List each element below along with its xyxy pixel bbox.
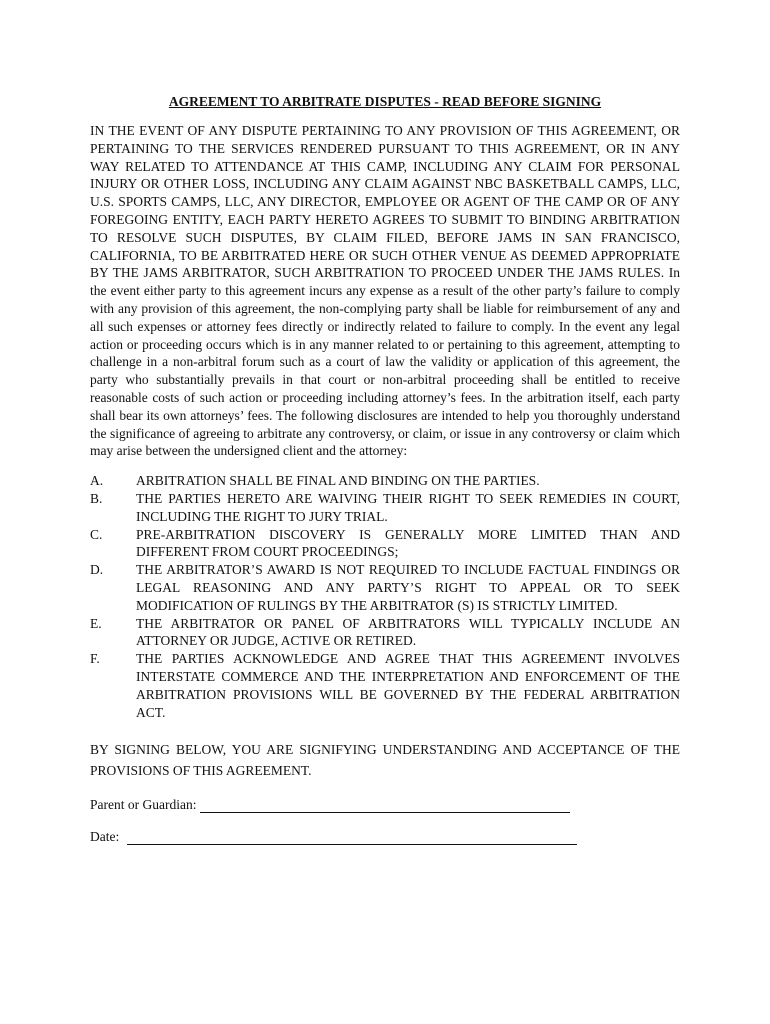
list-item <box>90 650 680 721</box>
list-item <box>90 615 680 651</box>
date-row <box>90 829 680 845</box>
body-paragraph: IN THE EVENT OF ANY DISPUTE PERTAINING TO ANY PROVISION OF THIS AGREEMENT, OR PERTAINING TO THE SERVICES RENDERED PURSUANT TO THIS AGREEMENT, OR IN ANY WAY RELATED TO ATTENDANCE AT THIS CAMP, INCLUDING ANY CLAIM FOR PERSONAL INJURY OR OTHER LOSS, INCLUDING ANY CLAIM AGAINST NBC BASKETBALL CAMPS, LLC, U.S. SPORTS CAMPS, LLC, ANY DIRECTOR, EMPLOYEE OR AGENT OF THE CAMP OR OF ANY FOREGOING ENTITY, EACH PARTY HERETO AGREES TO SUBMIT TO BINDING ARBITRATION TO RESOLVE SUCH DISPUTES, BY CLAIM FILED, BEFORE JAMS IN SAN FRANCISCO, CALIFORNIA, TO BE ARBITRATED HERE OR SUCH OTHER VENUE AS DEEMED APPROPRIATE BY THE JAMS ARBITRATOR, SUCH ARBITRATION TO PROCEED UNDER THE JAMS RULES. In the event either party to this agreement incurs any expense as a result of the other party’s failure to comply with any provision of this agreement, the non-complying party shall be liable for reimbursement of any and all such expenses or attorney fees directly or indirectly related to failure to comply. In the event any legal action or proceeding occurs which is in any manner related to or pertaining to this agreement, attempting to challenge in a non-arbitral forum such as a court of law the validity or application of this agreement, the party who substantially prevails in that court or non-arbitral proceeding shall be entitled to receive reasonable costs of such action or proceeding including attorney’s fees. In the arbitration itself, each party shall bear its own attorneys’ fees. The following disclosures are intended to help you thoroughly understand the significance of agreeing to arbitrate any controversy, or claim, or issue in any controversy or claim which may arise between the undersigned client and the attorney: <box>90 123 680 459</box>
list-item-text: THE PARTIES HERETO ARE WAIVING THEIR RIGHT TO SEEK REMEDIES IN COURT, INCLUDING THE RIGHT TO JURY TRIAL. <box>136 490 680 524</box>
list-item <box>90 526 680 562</box>
date-line[interactable] <box>127 830 577 845</box>
list-item-letter: A. <box>90 473 104 489</box>
parent-signature-label: Parent or Guardian: <box>90 797 197 813</box>
parent-signature-line[interactable] <box>200 798 570 813</box>
list-item-letter: E. <box>90 615 102 631</box>
list-item <box>90 490 680 526</box>
document-title: AGREEMENT TO ARBITRATE DISPUTES - READ BEFORE SIGNING <box>168 94 602 109</box>
list-item-text: PRE-ARBITRATION DISCOVERY IS GENERALLY MORE LIMITED THAN AND DIFFERENT FROM COURT PROCEEDINGS; <box>136 526 680 560</box>
list-item-letter: D. <box>90 562 104 578</box>
list-item-letter: F. <box>90 651 100 667</box>
document-page <box>90 94 680 845</box>
list-item <box>90 561 680 614</box>
list-item-text: THE ARBITRATOR’S AWARD IS NOT REQUIRED TO INCLUDE FACTUAL FINDINGS OR LEGAL REASONING AND ANY PARTY’S RIGHT TO APPEAL OR TO SEEK MODIFICATION OF RULINGS BY THE ARBITRATOR (S) IS STRICTLY LIMITED. <box>136 562 680 613</box>
list-item-text: ARBITRATION SHALL BE FINAL AND BINDING ON THE PARTIES. <box>136 473 540 489</box>
parent-signature-row <box>90 797 680 813</box>
disclosure-list <box>90 472 680 721</box>
date-label: Date: <box>90 829 120 845</box>
list-item-text: THE ARBITRATOR OR PANEL OF ARBITRATORS WILL TYPICALLY INCLUDE AN ATTORNEY OR JUDGE, ACTIVE OR RETIRED. <box>136 615 680 649</box>
list-item-text: THE PARTIES ACKNOWLEDGE AND AGREE THAT THIS AGREEMENT INVOLVES INTERSTATE COMMERCE AND THE INTERPRETATION AND ENFORCEMENT OF THE ARBITRATION PROVISIONS WILL BE GOVERNED BY THE FEDERAL ARBITRATION ACT. <box>136 651 680 720</box>
list-item <box>90 472 680 490</box>
list-item-letter: C. <box>90 526 103 542</box>
list-item-letter: B. <box>90 490 103 506</box>
closing-statement: BY SIGNING BELOW, YOU ARE SIGNIFYING UNDERSTANDING AND ACCEPTANCE OF THE PROVISIONS OF THIS AGREEMENT. <box>90 742 680 779</box>
